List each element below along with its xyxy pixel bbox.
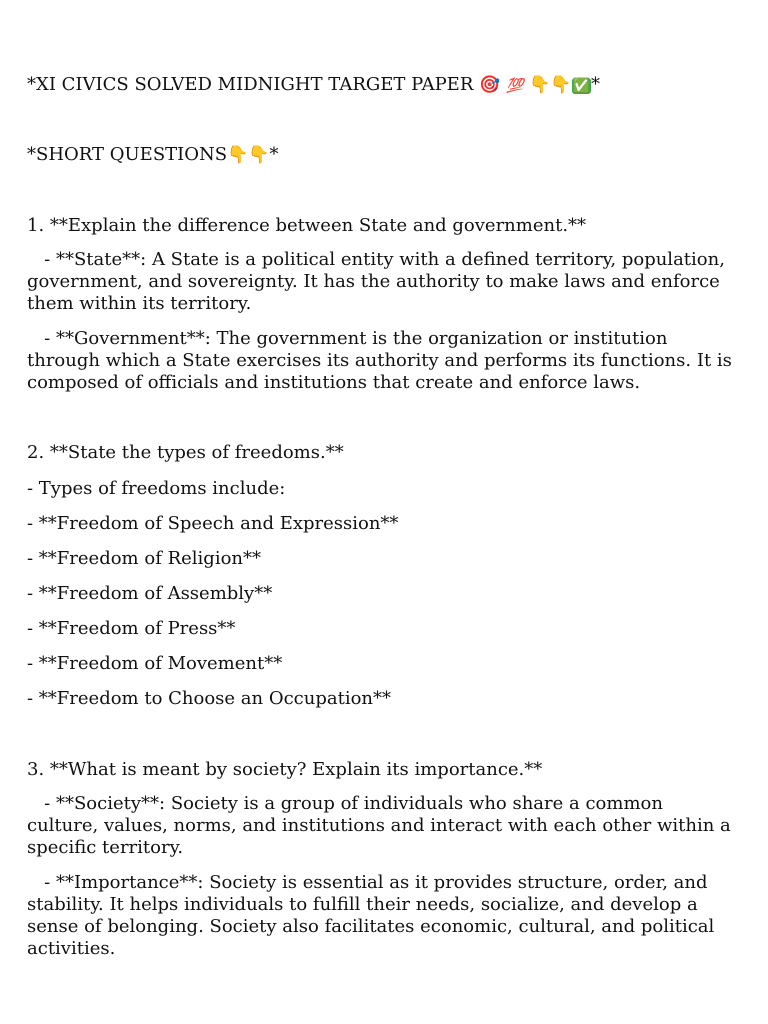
- list-item: - **Freedom to Choose an Occupation**: [27, 688, 392, 709]
- check-mark-icon: ✅: [572, 78, 590, 94]
- section-heading: [27, 144, 278, 166]
- list-item: - **Freedom of Religion**: [27, 548, 261, 569]
- question-1-heading: 1. **Explain the difference between State and government.**: [27, 215, 587, 236]
- pointing-down-icon: 👇: [227, 145, 249, 165]
- title-suffix: *: [590, 74, 600, 95]
- target-icon: 🎯: [479, 75, 501, 95]
- pointing-down-icon: 👇: [248, 145, 270, 165]
- question-2-heading: 2. **State the types of freedoms.**: [27, 442, 344, 463]
- question-3-heading: 3. **What is meant by society? Explain its importance.**: [27, 759, 543, 780]
- title-text: *XI CIVICS SOLVED MIDNIGHT TARGET PAPER: [27, 74, 474, 95]
- list-item: - **Freedom of Speech and Expression**: [27, 513, 399, 534]
- pointing-down-icon: 👇: [550, 75, 572, 95]
- question-3-answer-importance: - **Importance**: Society is essential as it provides structure, order, and stability. It helps individuals to fulfill their needs, socialize, and develop a sense of belonging. Society also facilitates economic, cultural, and political activities.: [27, 872, 721, 959]
- question-1-answer-government: - **Government**: The government is the organization or institution through which a State exercises its authority and performs its functions. It is composed of officials and institutions that create and enforce laws.: [27, 328, 738, 393]
- question-3-answer-society: - **Society**: Society is a group of individuals who share a common culture, values, norms, and institutions and interact with each other within a specific territory.: [27, 793, 737, 858]
- pointing-down-icon: 👇: [529, 75, 551, 95]
- list-item: - **Freedom of Assembly**: [27, 583, 273, 604]
- section-heading-text: *SHORT QUESTIONS: [27, 144, 228, 165]
- section-heading-suffix: *: [269, 144, 279, 165]
- document-title: [27, 74, 600, 97]
- question-1-answer-state: - **State**: A State is a political entity with a defined territory, population, government, and sovereignty. It has the authority to make laws and enforce them within its territory.: [27, 249, 731, 314]
- list-item: - **Freedom of Press**: [27, 618, 236, 639]
- hundred-points-icon: 💯: [506, 78, 524, 94]
- list-item: - **Freedom of Movement**: [27, 653, 283, 674]
- question-2-intro: - Types of freedoms include:: [27, 478, 286, 499]
